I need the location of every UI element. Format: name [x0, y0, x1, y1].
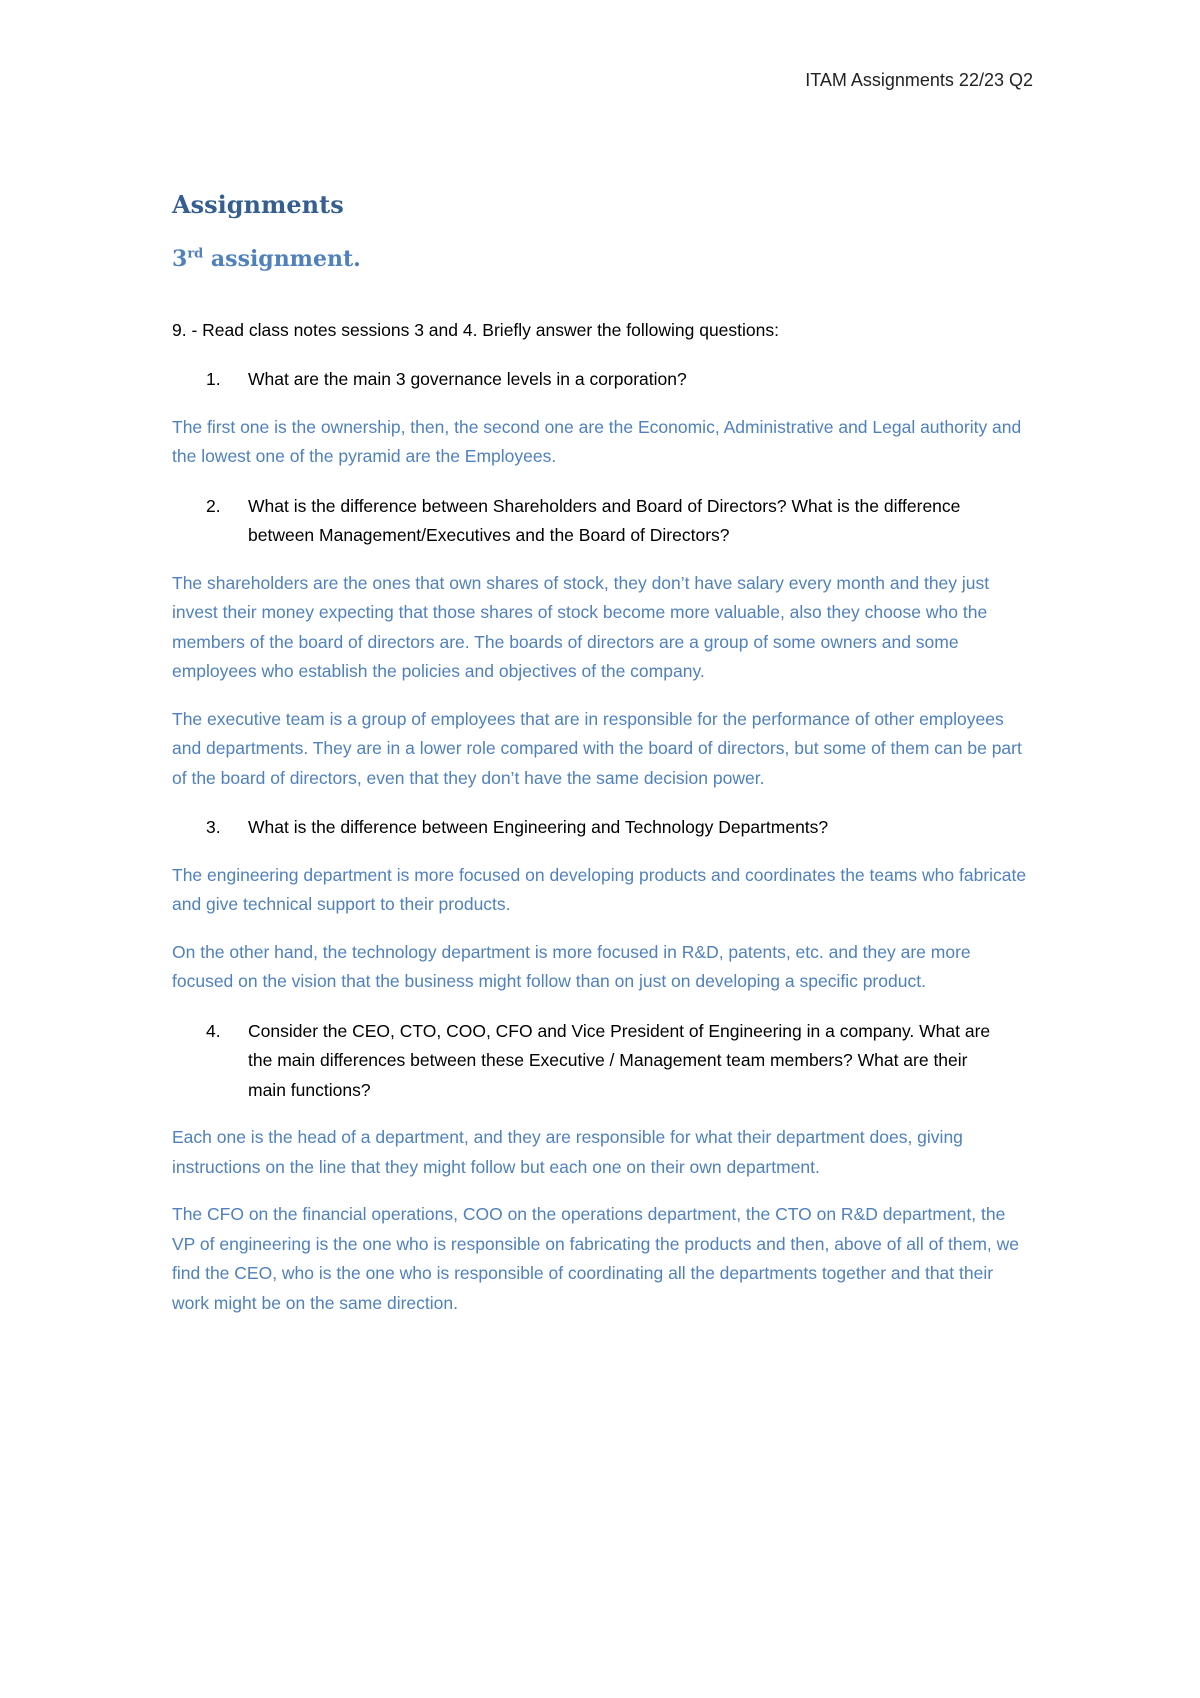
question-item [172, 813, 1032, 843]
question-text: What is the difference between Engineering and Technology Departments? [248, 817, 829, 837]
subtitle-rest: assignment. [203, 246, 361, 272]
question-text: What are the main 3 governance levels in a corporation? [248, 369, 687, 389]
answer-paragraph: Each one is the head of a department, and they are responsible for what their department does, giving instructions on the line that they might follow but each one on their own department. [172, 1127, 963, 1177]
question-number: 1. [206, 369, 221, 389]
question-item [172, 365, 1032, 395]
question-item [172, 492, 1032, 551]
document-title: Assignments [172, 190, 344, 219]
answer-paragraph: The shareholders are the ones that own shares of stock, they don’t have salary every month and they just invest their money expecting that those shares of stock become more valuable, also they choose who the members of the board of directors are. The boards of directors are a group of some owners and some employees who establish the policies and objectives of the company. [172, 572, 990, 681]
answer-paragraph: The engineering department is more focused on developing products and coordinates the teams who fabricate and give technical support to their products. [172, 864, 1027, 914]
answer-paragraph: The CFO on the financial operations, COO on the operations department, the CTO on R&D department, the VP of engineering is the one who is responsible on fabricating the products and then, above of all of them, we find the CEO, who is the one who is responsible of coordinating all the departments together and that their work might be on the same direction. [172, 1204, 1020, 1313]
question-item [172, 1017, 1032, 1106]
question-number: 3. [206, 817, 221, 837]
answer-paragraph: The first one is the ownership, then, the second one are the Economic, Administrative and Legal authority and the lowest one of the pyramid are the Employees. [172, 416, 1022, 466]
subtitle-number: 3 [172, 246, 188, 272]
assignment-intro: 9. - Read class notes sessions 3 and 4. Briefly answer the following questions: [172, 320, 779, 340]
question-number: 4. [206, 1020, 221, 1041]
page-header: ITAM Assignments 22/23 Q2 [805, 70, 1033, 90]
answer-paragraph: On the other hand, the technology department is more focused in R&D, patents, etc. and they are more focused on the vision that the business might follow than on just on developing a specific product. [172, 941, 971, 991]
subtitle-superscript: rd [187, 246, 204, 262]
document-body [172, 190, 1032, 1318]
question-text: Consider the CEO, CTO, COO, CFO and Vice President of Engineering in a company. What are the main differences between these Executive / Management team members? What are their main functions? [248, 1020, 991, 1100]
question-number: 2. [206, 495, 221, 516]
assignment-subtitle [172, 244, 1032, 274]
question-text: What is the difference between Shareholders and Board of Directors? What is the difference between Management/Executives and the Board of Directors? [248, 495, 961, 545]
answer-paragraph: The executive team is a group of employees that are in responsible for the performance of other employees and departments. They are in a lower role compared with the board of directors, but some of them can be part of the board of directors, even that they don’t have the same decision power. [172, 708, 1022, 788]
